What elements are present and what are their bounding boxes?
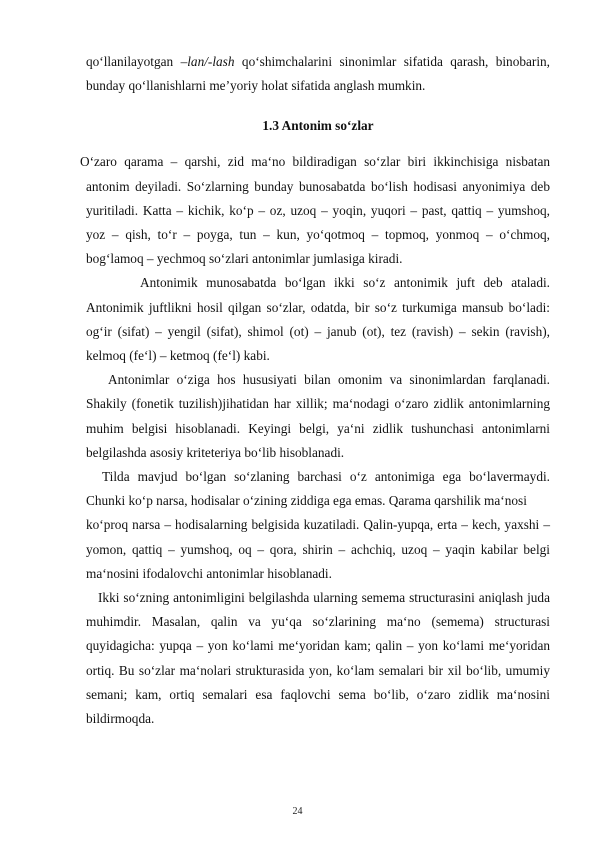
intro-rest: qo‘shimchalarini sinonimlar sifatida qarash, binobarin, bunday qo‘llanishlarni me’yoriy holat sifatida anglash mumkin. bbox=[86, 54, 551, 94]
intro-paragraph bbox=[86, 50, 550, 98]
paragraph-4: Tilda mavjud bo‘lgan so‘zlaning barchasi o‘z antonimiga ega bo‘lavermaydi. Chunki ko‘p narsa, hodisalar o‘zining ziddiga ega emas. Qarama qarshilik ma‘nosi bbox=[86, 469, 550, 509]
paragraph-2: Antonimik munosabatda bo‘lgan ikki so‘z antonimik juft deb ataladi. Antonimik juftlikni hosil qilgan so‘zlar, odatda, bir so‘z turkumiga mansub bo‘ladi: og‘ir (sifat) – yengil (sifat), shimol (ot) – janub (ot), tez (ravish) – sekin (ravish), kelmoq (fe‘l) – ketmoq (fe‘l) kabi. bbox=[86, 275, 550, 364]
intro-lead: qo‘llanilayotgan bbox=[86, 54, 174, 69]
intro-suffix: –lan/-lash bbox=[180, 54, 235, 69]
paragraph-6: Ikki so‘zning antonimligini belgilashda ularning semema structurasini aniqlash juda muhimdir. Masalan, qalin va yu‘qa so‘zlarining ma‘no (semema) structurasi quyidagicha: yupqa – yon ko‘lami me‘yoridan kam; qalin – yon ko‘lami me‘yoridan ortiq. Bu so‘zlar ma‘nolari strukturasida yon, ko‘lam semalari bir xil bo‘lib, umumiy semani; kam, ortiq semalari esa faqlovchi sema bo‘lib, o‘zaro zidlik ma‘nosini bildirmoqda. bbox=[86, 590, 550, 727]
text-body bbox=[80, 50, 551, 731]
section-heading: 1.3 Antonim so‘zlar bbox=[262, 118, 374, 134]
paragraph-3: Antonimlar o‘ziga hos hususiyati bilan omonim va sinonimlardan farqlanadi. Shakily (fonetik tuzilish)jihatidan har xillik; ma‘nodagi o‘zaro zidlik antonimlarning muhim belgisi hisoblanadi. Keyingi belgi, ya‘ni zidlik tushunchasi antonimlarni belgilashda asosiy kriteteriya bo‘lib hisoblanadi. bbox=[86, 372, 550, 460]
paragraph-1: O‘zaro qarama – qarshi, zid ma‘no bildiradigan so‘zlar biri ikkinchisiga nisbatan antonim deyiladi. So‘zlarning bunday bunosabatda bo‘lish hodisasi anyonimiya deb yuritiladi. Katta – kichik, ko‘p – oz, uzoq – yoqin, yuqori – past, qattiq – yumshoq, yoz – qish, to‘r – poyga, tun – kun, yo‘qotmoq – topmoq, yonmoq – o‘chmoq, bog‘lamoq – yechmoq so‘zlari antonimlar jumlasiga kiradi. bbox=[80, 154, 550, 267]
paragraph-5: ko‘proq narsa – hodisalarning belgisida kuzatiladi. Qalin-yupqa, erta – kech, yaxshi – yomon, qattiq – yumshoq, oq – qora, shirin – achchiq, uzoq – yaqin kabilar belgi ma‘nosini ifodalovchi antonimlar hisoblanadi. bbox=[86, 517, 550, 581]
page-number: 24 bbox=[292, 806, 303, 817]
